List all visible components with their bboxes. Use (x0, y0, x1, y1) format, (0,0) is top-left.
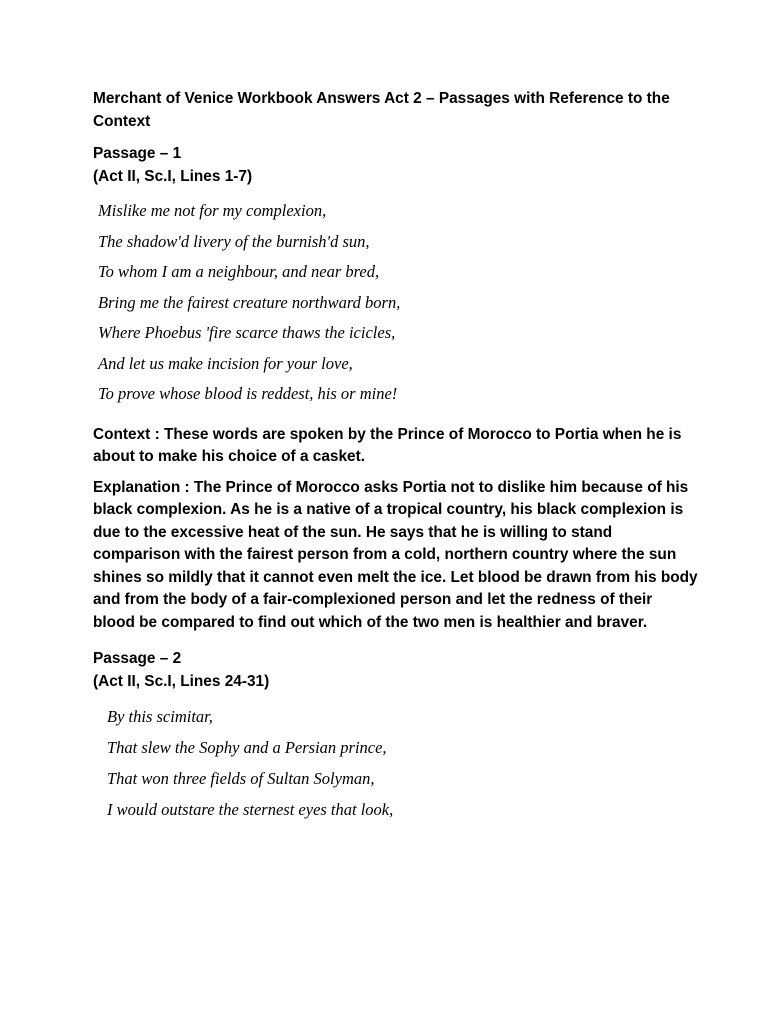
quote-line: Bring me the fairest creature northward born, (98, 292, 401, 312)
passage-heading: Passage – 1 (93, 145, 182, 162)
quote-line: That slew the Sophy and a Persian prince, (107, 738, 387, 757)
quote-line: And let us make incision for your love, (98, 353, 353, 373)
quote-line: To whom I am a neighbour, and near bred, (98, 262, 380, 281)
passage-2 (93, 648, 698, 825)
explanation-paragraph: Explanation : The Prince of Morocco asks Portia not to dislike him because of his black complexion. As he is a native of a tropical country, his black complexion is due to the excessive heat of the sun. He says that he is willing to stand comparison with the fairest person from a cold, northern country where the sun shines so mildly that it cannot even melt the ice. Let blood be drawn from his body and from the body of a fair-complexioned person and let the redness of their blood be compared to find out which of the two men is healthier and braver. (93, 478, 698, 631)
quote-line: I would outstare the sternest eyes that look, (107, 800, 394, 819)
passage-reference: (Act II, Sc.I, Lines 1-7) (93, 167, 253, 185)
quote-line: The shadow'd livery of the burnish'd sun, (98, 231, 370, 251)
passage-quote (93, 701, 698, 825)
quote-line: To prove whose blood is reddest, his or mine! (98, 384, 398, 403)
passage-quote (93, 196, 698, 410)
passage-reference: (Act II, Sc.I, Lines 24-31) (93, 672, 270, 690)
passage-heading: Passage – 2 (93, 650, 182, 667)
quote-line: That won three fields of Sultan Solyman, (107, 769, 375, 788)
passage-1 (93, 143, 698, 634)
quote-line: Mislike me not for my complexion, (98, 201, 327, 220)
quote-line: Where Phoebus 'fire scarce thaws the icicles, (98, 323, 396, 342)
context-paragraph: Context : These words are spoken by the Prince of Morocco to Portia when he is about to make his choice of a casket. (93, 425, 682, 465)
quote-line: By this scimitar, (107, 707, 213, 726)
document-title: Merchant of Venice Workbook Answers Act 2 – Passages with Reference to the Context (93, 90, 670, 130)
